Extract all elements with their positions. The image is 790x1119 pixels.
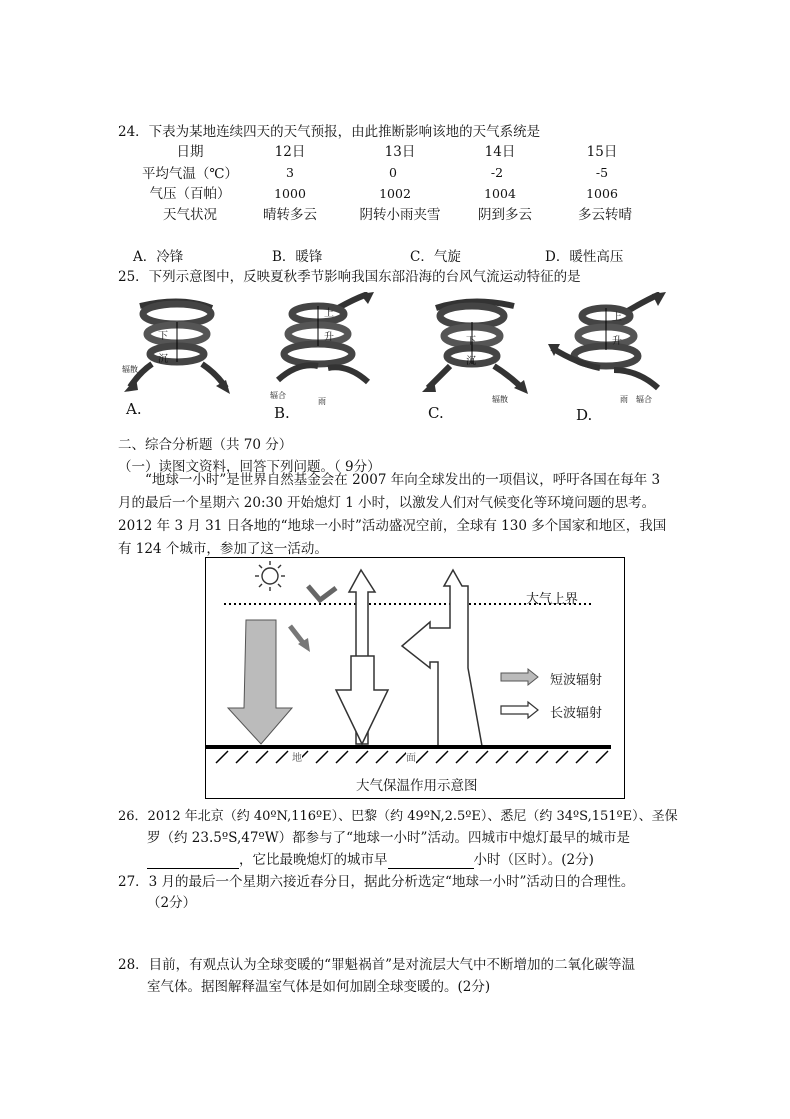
table-temp-label: 平均气温（℃）	[141, 166, 239, 182]
table-pressure-4: 1006	[586, 186, 618, 201]
table-pressure-1: 1000	[274, 186, 306, 201]
spiral-d-word-2: 升	[612, 336, 622, 347]
spiral-c-label: C.	[428, 404, 444, 422]
spiral-d-label: D.	[576, 406, 593, 424]
table-date-3: 14日	[484, 144, 516, 160]
spiral-b-word-1: 上	[324, 308, 334, 319]
spiral-b-word-4: 雨	[318, 397, 326, 406]
q24-option-c: C．气旋	[410, 249, 461, 265]
table-date-4: 15日	[586, 144, 618, 160]
section2-title: 二、综合分析题（共 70 分）	[118, 437, 293, 453]
section2-paragraph: “地球一小时”是世界自然基金会在 2007 年向全球发出的一项倡议，呼吁各国在每年 3 月的最后一个星期六 20:30 开始熄灯 1 小时，以激发人们对气候变化等环境问题的思考。2012 年 3 月 31 日各地的“地球一小时”活动盛况空前，全球有 130 多个国家和地区，我国有 124 个城市，参加了这一活动。	[118, 472, 667, 557]
q27-line1: 27．3 月的最后一个星期六接近春分日，据此分析选定“地球一小时”活动日的合理性。	[118, 874, 635, 890]
spiral-c-word-3: 辐散	[492, 395, 508, 404]
table-weather-3: 阴到多云	[478, 207, 532, 223]
spiral-c-word-2: 沉	[466, 356, 476, 367]
spiral-b-label: B.	[274, 404, 290, 422]
spiral-c-word-1: 下	[466, 336, 476, 347]
q28-line2: 室气体。据图解释温室气体是如何加剧全球变暖的。(2分)	[147, 979, 491, 995]
spiral-figure-a	[122, 292, 232, 422]
table-temp-4: -5	[595, 165, 609, 180]
table-weather-4: 多云转晴	[578, 207, 632, 223]
spiral-c-graphic	[422, 292, 532, 402]
spiral-b-word-2: 升	[324, 332, 334, 343]
ground-label-left: 地	[292, 749, 302, 764]
q25-stem: 25．下列示意图中，反映夏秋季节影响我国东部沿海的台风气流运动特征的是	[118, 269, 581, 285]
table-temp-1: 3	[286, 165, 294, 180]
table-weather-1: 晴转多云	[263, 207, 317, 223]
spiral-figure-d	[548, 292, 666, 422]
spiral-a-graphic	[122, 292, 232, 402]
spiral-d-graphic	[548, 292, 666, 402]
table-pressure-2: 1002	[379, 186, 411, 201]
q28-line1: 28．目前，有观点认为全球变暖的“罪魁祸首”是对流层大气中不断增加的二氧化碳等温	[118, 957, 635, 973]
spiral-a-label: A.	[126, 400, 142, 418]
q26-line3b: 小时（区时）。(2分)	[473, 852, 594, 868]
q24-option-a: A．冷锋	[133, 249, 184, 265]
spiral-b-graphic	[268, 292, 378, 402]
spiral-d-word-1: 上	[612, 312, 622, 323]
greenhouse-diagram	[205, 557, 625, 799]
spiral-a-word-2: 沉	[158, 354, 168, 365]
spiral-d-word-4: 辐合	[636, 395, 652, 404]
spiral-a-word-3: 辐散	[122, 365, 138, 374]
legend-long-wave: 长波辐射	[550, 706, 603, 721]
q24-option-b: B．暖锋	[272, 249, 323, 265]
spiral-figure-b	[268, 292, 378, 422]
spiral-a-word-1: 下	[158, 331, 168, 342]
diagram-top-label: 大气上界	[526, 592, 579, 607]
table-date-2: 13日	[384, 144, 416, 160]
table-weather-2: 阴转小雨夹雪	[359, 207, 441, 223]
spiral-d-word-3: 雨	[620, 395, 628, 404]
table-temp-2: 0	[389, 165, 397, 180]
table-header-date: 日期	[176, 144, 204, 160]
q26-line3a: ，它比最晚熄灯的城市早	[239, 852, 388, 868]
ground-label-right: 面	[406, 749, 416, 764]
spiral-b-word-3: 辐合	[270, 391, 286, 400]
q26-line2: 罗（约 23.5ºS,47ºW）都参与了“地球一小时”活动。四城市中熄灯最早的城市是	[147, 830, 630, 846]
table-pressure-3: 1004	[484, 186, 516, 201]
sun-icon	[255, 561, 285, 591]
answer-blank-earliest-city[interactable]	[147, 852, 239, 869]
table-temp-3: -2	[490, 165, 504, 180]
table-date-1: 12日	[274, 144, 306, 160]
table-weather-label: 天气状况	[163, 207, 217, 223]
q24-option-d: D．暖性高压	[545, 249, 624, 265]
q26-line1: 26．2012 年北京（约 40ºN,116ºE）、巴黎（约 49ºN,2.5ºE）、悉尼（约 34ºS,151ºE）、圣保	[118, 809, 678, 824]
spiral-figure-c	[422, 292, 532, 422]
section2-part1: （一）读图文资料，回答下列问题。（ 9分）	[118, 459, 381, 475]
diagram-caption: 大气保温作用示意图	[356, 778, 478, 794]
legend-short-wave: 短波辐射	[550, 673, 603, 688]
q24-stem: 24．下表为某地连续四天的天气预报，由此推断影响该地的天气系统是	[118, 124, 541, 140]
q27-line2: （2分）	[147, 895, 197, 911]
answer-blank-hours[interactable]	[388, 852, 474, 869]
table-pressure-label: 气压（百帕）	[149, 186, 231, 202]
q26-line3	[147, 848, 594, 869]
